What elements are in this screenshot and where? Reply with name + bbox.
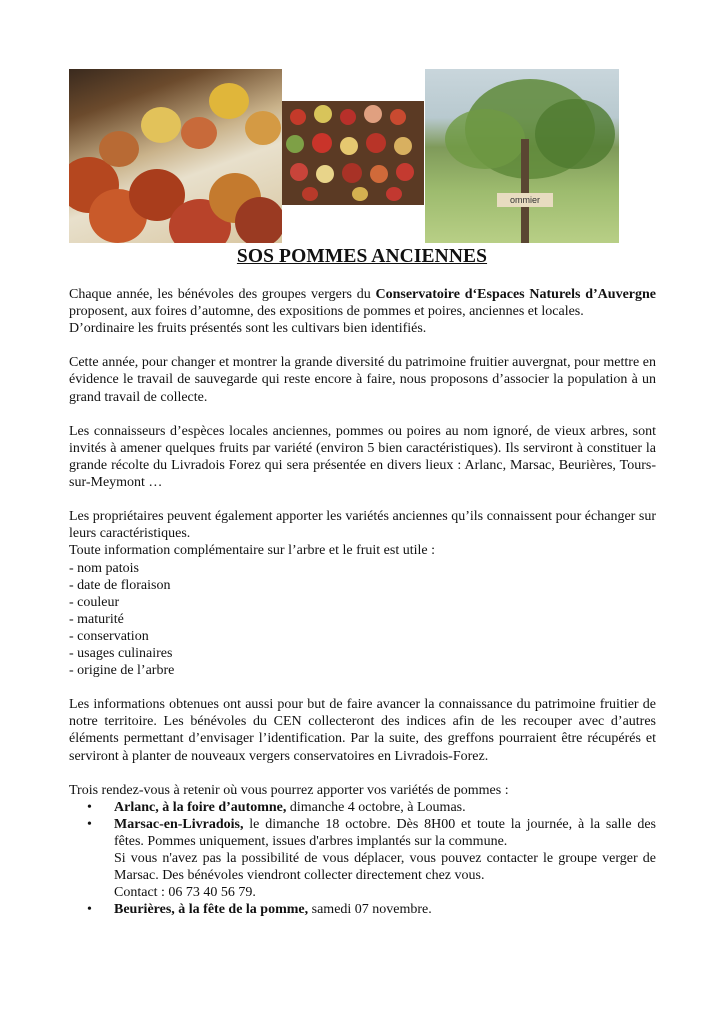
events-list-continued — [69, 901, 656, 918]
bullet-icon: • — [87, 816, 92, 832]
header-photos — [69, 69, 619, 243]
paragraph-intro: Chaque année, les bénévoles des groupes vergers du Conservatoire d‘Espaces Naturels d’Auvergne proposent, aux foires d’automne, des expositions de pommes et poires, anciennes et locales. — [69, 287, 656, 320]
paragraph-goals: Les informations obtenues ont aussi pour but de faire avancer la connaissance du patrimoine fruitier de notre territoire. Les bénévoles du CEN collecteront des indices afin de les recouper avec d’autres éléments permettant d’envisager l’identification. Par la suite, des greffons pourraient être récupérés et serviront à planter de nouveaux vergers conservatoires en Livradois-Forez. — [69, 697, 656, 764]
contact-phone: Contact : 06 73 40 56 79. — [114, 885, 256, 901]
paragraph-owners: Les propriétaires peuvent également apporter les variétés anciennes qu’ils connaissent pour échanger sur leurs caractéristiques. — [69, 509, 656, 542]
list-item: - date de floraison — [69, 577, 171, 593]
paragraph-connoisseurs: Les connaisseurs d’espèces locales anciennes, pommes ou poires au nom ignoré, de vieux arbres, sont invités à amener quelques fruits par variété (environ 5 bien caractéristiques). Ils serviront à constituer la grande récolte du Livradois Forez qui sera présentée en divers lieux : Arlanc, Marsac, Beurières, Tours-sur-Meymont … — [69, 423, 656, 491]
apple-varieties-photo — [282, 101, 424, 205]
event-item-marsac: • Marsac-en-Livradois, le dimanche 18 octobre. Dès 8H00 et toute la journée, à la salle des fêtes. Pommes uniquement, issues d'arbres implantés sur la commune. — [87, 816, 656, 849]
tree-label-sign: ommier — [497, 193, 553, 207]
list-item: - conservation — [69, 628, 149, 644]
event-item-beurieres: • Beurières, à la fête de la pomme, samedi 07 novembre. — [87, 902, 432, 918]
paragraph-info-intro: Toute information complémentaire sur l’arbre et le fruit est utile : — [69, 543, 436, 559]
list-item: - origine de l’arbre — [69, 663, 175, 679]
list-item: - nom patois — [69, 560, 139, 576]
event-item-arlanc: • Arlanc, à la foire d’automne, dimanche 4 octobre, à Loumas. — [87, 799, 466, 815]
list-item: - maturité — [69, 611, 124, 627]
list-item: - couleur — [69, 594, 120, 610]
organisation-name: Conservatoire d‘Espaces Naturels d’Auvergne — [375, 287, 656, 302]
paragraph-events-intro: Trois rendez-vous à retenir où vous pourrez apporter vos variétés de pommes : — [69, 782, 509, 798]
events-list — [69, 799, 656, 850]
paragraph-intro-2: D’ordinaire les fruits présentés sont les cultivars bien identifiés. — [69, 321, 427, 337]
info-list — [69, 560, 656, 680]
apple-tree-photo — [425, 69, 619, 243]
paragraph-diversity: Cette année, pour changer et montrer la grande diversité du patrimoine fruitier auvergnat, pour mettre en évidence le travail de sauvegarde qui reste encore à faire, nous proposons d’associer la population à un grand travail de collecte. — [69, 355, 656, 405]
document-body — [69, 286, 656, 918]
marsac-extra-info: Si vous n'avez pas la possibilité de vous déplacer, vous pouvez contacter le groupe verger de Marsac. Des bénévoles viendront collecter directement chez vous. — [114, 851, 656, 884]
bullet-icon: • — [87, 902, 92, 918]
apple-market-photo — [69, 69, 282, 243]
page-title: SOS POMMES ANCIENNES — [236, 246, 488, 267]
list-item: - usages culinaires — [69, 645, 173, 661]
bullet-icon: • — [87, 799, 92, 815]
